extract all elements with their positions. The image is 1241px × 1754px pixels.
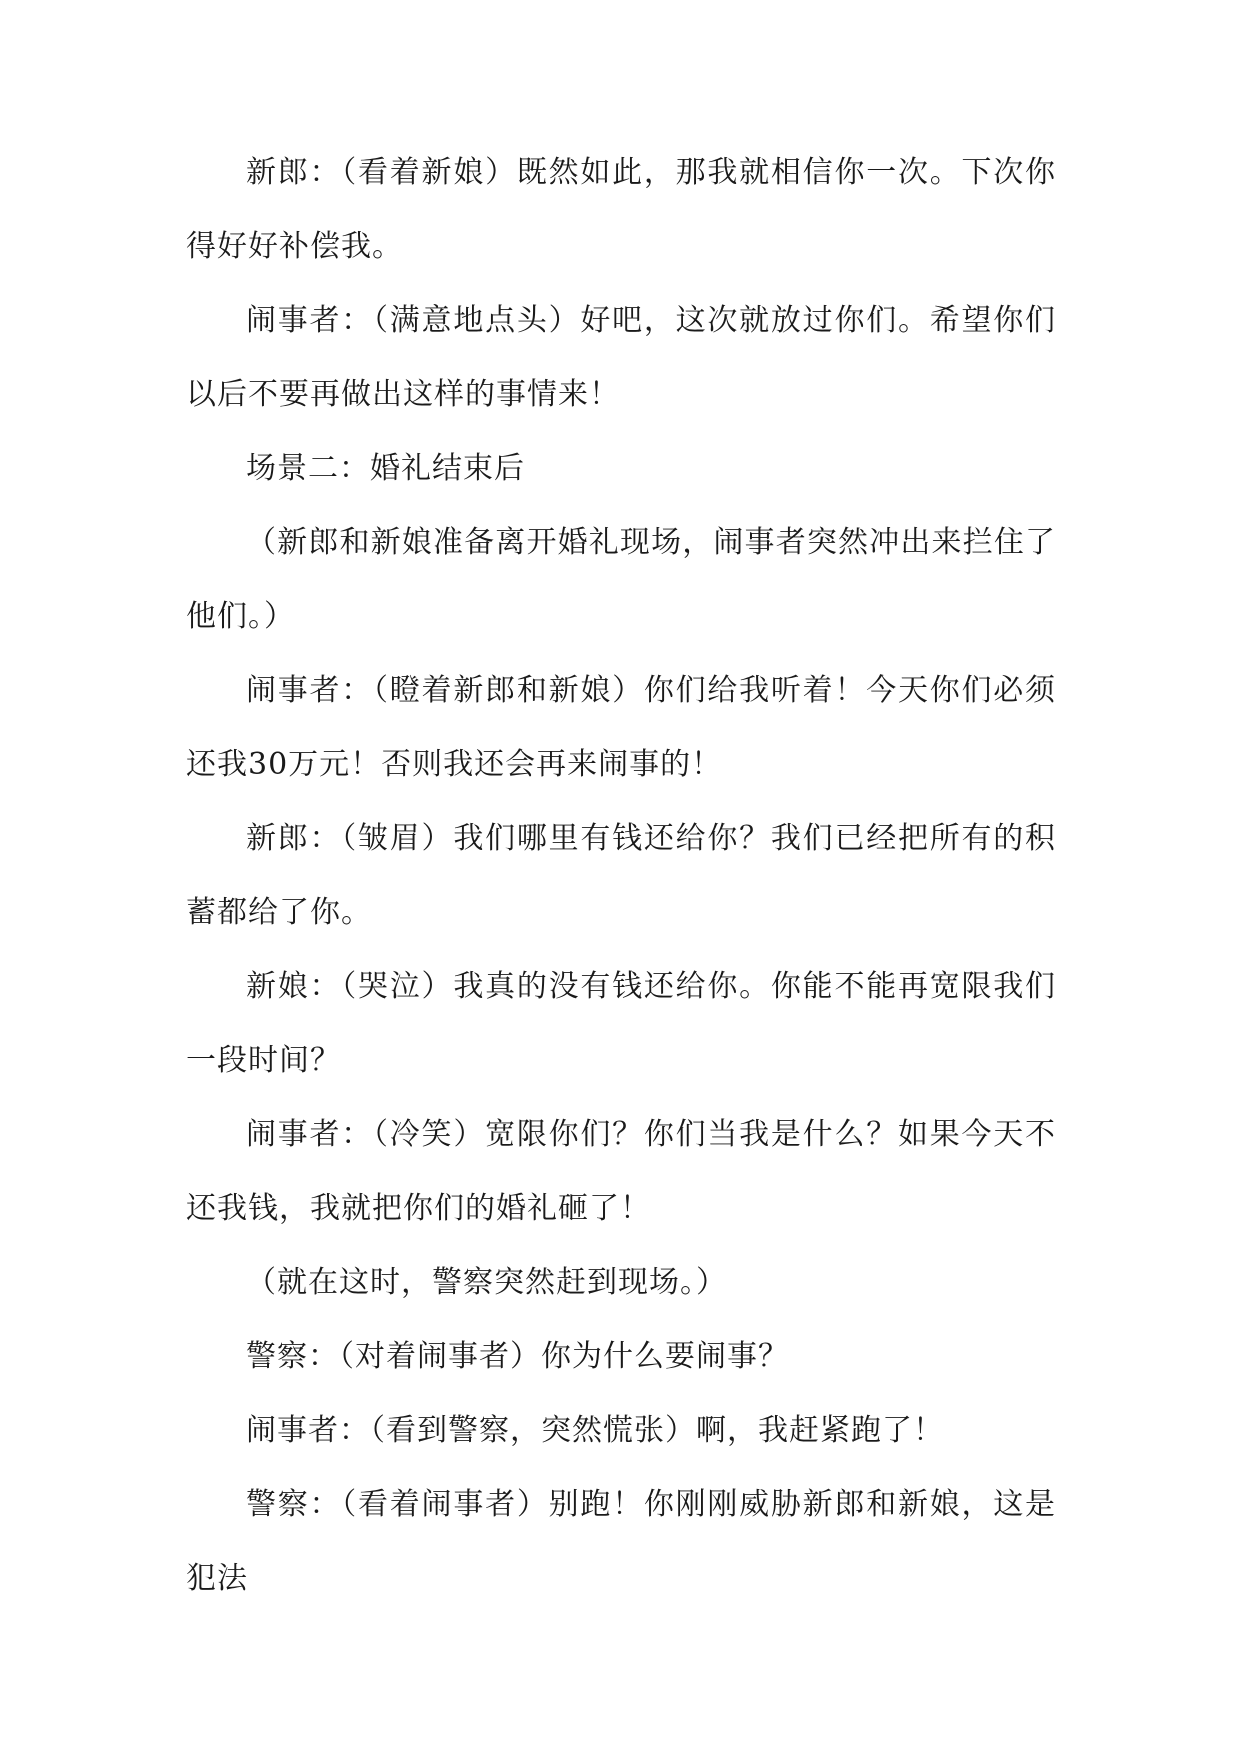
paragraph: 新娘：（哭泣）我真的没有钱还给你。你能不能再宽限我们一段时间？: [186, 969, 1056, 1078]
paragraph: 场景二：婚礼结束后: [246, 451, 525, 486]
paragraph: 新郎：（皱眉）我们哪里有钱还给你？我们已经把所有的积蓄都给了你。: [186, 821, 1056, 930]
document-body: [186, 136, 1056, 1616]
paragraph: 闹事者：（看到警察，突然慌张）啊，我赶紧跑了！: [246, 1413, 944, 1448]
paragraph: 闹事者：（冷笑）宽限你们？你们当我是什么？如果今天不还我钱，我就把你们的婚礼砸了！: [186, 1117, 1056, 1226]
paragraph: 警察：（对着闹事者）你为什么要闹事？: [246, 1339, 789, 1374]
paragraph: 警察：（看着闹事者）别跑！你刚刚威胁新郎和新娘，这是犯法: [186, 1487, 1056, 1596]
paragraph: （就在这时，警察突然赶到现场。）: [246, 1265, 727, 1300]
paragraph: （新郎和新娘准备离开婚礼现场，闹事者突然冲出来拦住了他们。）: [186, 525, 1056, 634]
paragraph: 闹事者：（瞪着新郎和新娘）你们给我听着！今天你们必须还我30万元！否则我还会再来闹事的！: [186, 673, 1056, 782]
paragraph: 新郎：（看着新娘）既然如此，那我就相信你一次。下次你得好好补偿我。: [186, 155, 1056, 264]
paragraph: 闹事者：（满意地点头）好吧，这次就放过你们。希望你们以后不要再做出这样的事情来！: [186, 303, 1056, 412]
